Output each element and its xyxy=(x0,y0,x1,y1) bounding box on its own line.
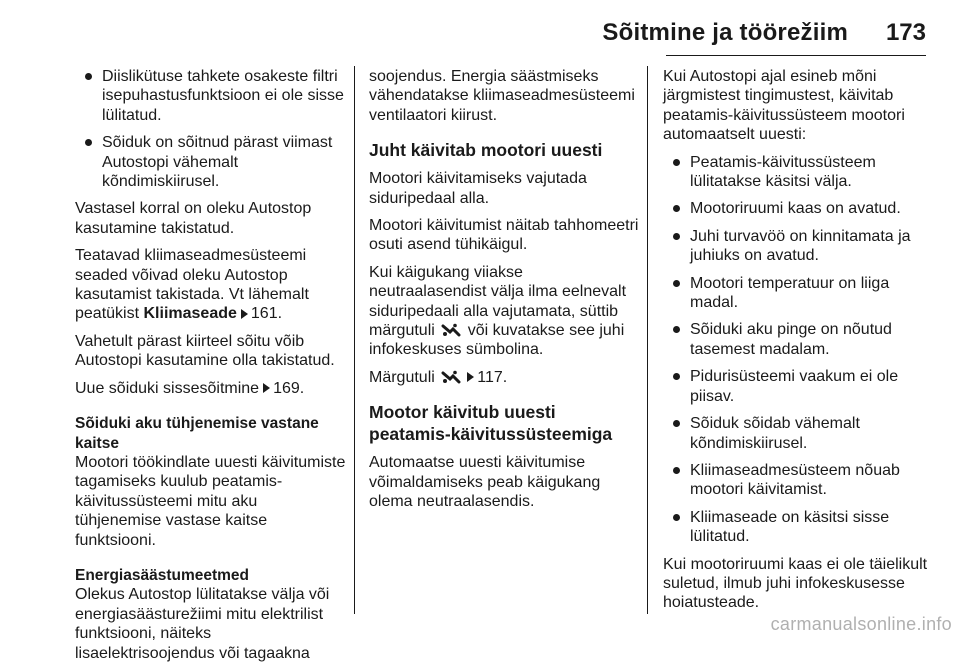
paragraph: Kui Autostopi ajal esineb mõni järgmistest tingimustest, käivitab peatamis-käivitussüsteem mootori automaatselt uuesti: xyxy=(663,68,905,144)
list-item: Kliimaseade on käsitsi sisse lülitatud. xyxy=(663,508,931,547)
list-item: Mootori temperatuur on liiga madal. xyxy=(663,274,931,313)
paragraph-text: või kuvatakse see juhi infokeskuses sümbolina. xyxy=(369,322,625,359)
list-item: Sõiduk on sõitnud pärast viimast Autostopi vähemalt kõndimiskiirusel. xyxy=(75,133,347,191)
list-item: Pidurisüsteemi vaakum ei ole piisav. xyxy=(663,367,931,406)
cross-reference-title[interactable]: Kliimaseade xyxy=(143,305,237,323)
paragraph: Mootori käivitamiseks vajutada siduripedaal alla. xyxy=(369,170,587,207)
paragraph xyxy=(75,379,347,398)
column-1 xyxy=(75,67,347,671)
subheading: Sõiduki aku tühjenemise vastane kaitse xyxy=(75,415,319,452)
paragraph: Automaatse uuesti käivitumise võimaldamiseks peab käigukang olema neutraalasendis. xyxy=(369,454,601,511)
section-heading: Juht käivitab mootori uuesti xyxy=(369,140,603,161)
page-reference[interactable]: 161. xyxy=(250,305,283,323)
section-title: Sõitmine ja töörežiim xyxy=(602,19,848,46)
list-item: Juhi turvavöö on kinnitamata ja juhiuks on avatud. xyxy=(663,227,931,266)
page-reference-triangle-icon xyxy=(263,383,270,393)
paragraph: Vastasel korral on oleku Autostop kasutamine takistatud. xyxy=(75,200,312,237)
paragraph-text: Teatavad kliimaseadmesüsteemi seaded võivad oleku Autostop kasutamist takistada. Vt lähemalt peatükist xyxy=(75,247,309,323)
page-reference[interactable]: 117. xyxy=(477,368,508,386)
paragraph: Kui mootoriruumi kaas ei ole täielikult suletud, ilmub juhi infokeskusesse hoiatusteade. xyxy=(663,555,928,612)
column-divider xyxy=(647,66,648,614)
column-2 xyxy=(369,67,639,520)
list-item: Mootoriruumi kaas on avatud. xyxy=(663,199,931,218)
list-item: Kliimaseadmesüsteem nõuab mootori käivitamist. xyxy=(663,461,931,500)
paragraph-text: Märgutuli xyxy=(369,368,435,386)
page-reference-triangle-icon xyxy=(467,372,474,382)
paragraph-text: Uue sõiduki sissesõitmine xyxy=(75,379,260,397)
bullet-list xyxy=(75,67,347,191)
paragraph: Mootori käivitumist näitab tahhomeetri osuti asend tühikäigul. xyxy=(369,217,639,254)
page-reference-triangle-icon xyxy=(241,309,248,319)
page-header xyxy=(0,0,960,56)
page-number: 173 xyxy=(885,19,926,46)
paragraph xyxy=(75,246,347,324)
page-reference[interactable]: 169. xyxy=(273,379,305,397)
skidding-car-indicator-icon xyxy=(441,323,461,337)
paragraph-text: Kui käigukang viiakse neutraalasendist välja ilma eelnevalt siduripedaali alla vajutamata, süttib märgutuli xyxy=(369,263,627,340)
bullet-list xyxy=(663,153,931,547)
watermark: carmanualsonline.info xyxy=(770,614,952,634)
paragraph: Olekus Autostop lülitatakse välja või energiasäästurežiimi mitu elektrilist funktsiooni, näiteks lisaelektrisoojendus või tagaakna xyxy=(75,586,330,662)
list-item: Sõiduki aku pinge on nõutud tasemest madalam. xyxy=(663,320,931,359)
column-divider xyxy=(354,66,355,614)
paragraph xyxy=(369,368,639,387)
paragraph: Mootori töökindlate uuesti käivitumiste tagamiseks kuulub peatamis-käivitussüsteemi mitu aku tühjenemise vastase kaitse funktsiooni. xyxy=(75,453,346,549)
list-item: Sõiduk sõidab vähemalt kõndimiskiirusel. xyxy=(663,414,931,453)
column-3 xyxy=(663,67,931,621)
subheading: Energiasäästumeetmed xyxy=(75,566,250,584)
header-rule xyxy=(666,55,926,56)
list-item: Diislikütuse tahkete osakeste filtri isepuhastusfunktsioon ei ole sisse lülitatud. xyxy=(75,67,347,125)
list-item: Peatamis-käivitussüsteem lülitatakse käsitsi välja. xyxy=(663,153,931,192)
section-heading: Mootor käivitub uuesti peatamis-käivitussüsteemiga xyxy=(369,402,613,445)
paragraph: Vahetult pärast kiirteel sõitu võib Autostopi kasutamine olla takistatud. xyxy=(75,332,335,370)
skidding-car-indicator-icon xyxy=(441,370,461,384)
paragraph: soojendus. Energia säästmiseks vähendatakse kliimaseadmesüsteemi ventilaatori kiirust. xyxy=(369,68,635,124)
paragraph xyxy=(369,263,639,360)
